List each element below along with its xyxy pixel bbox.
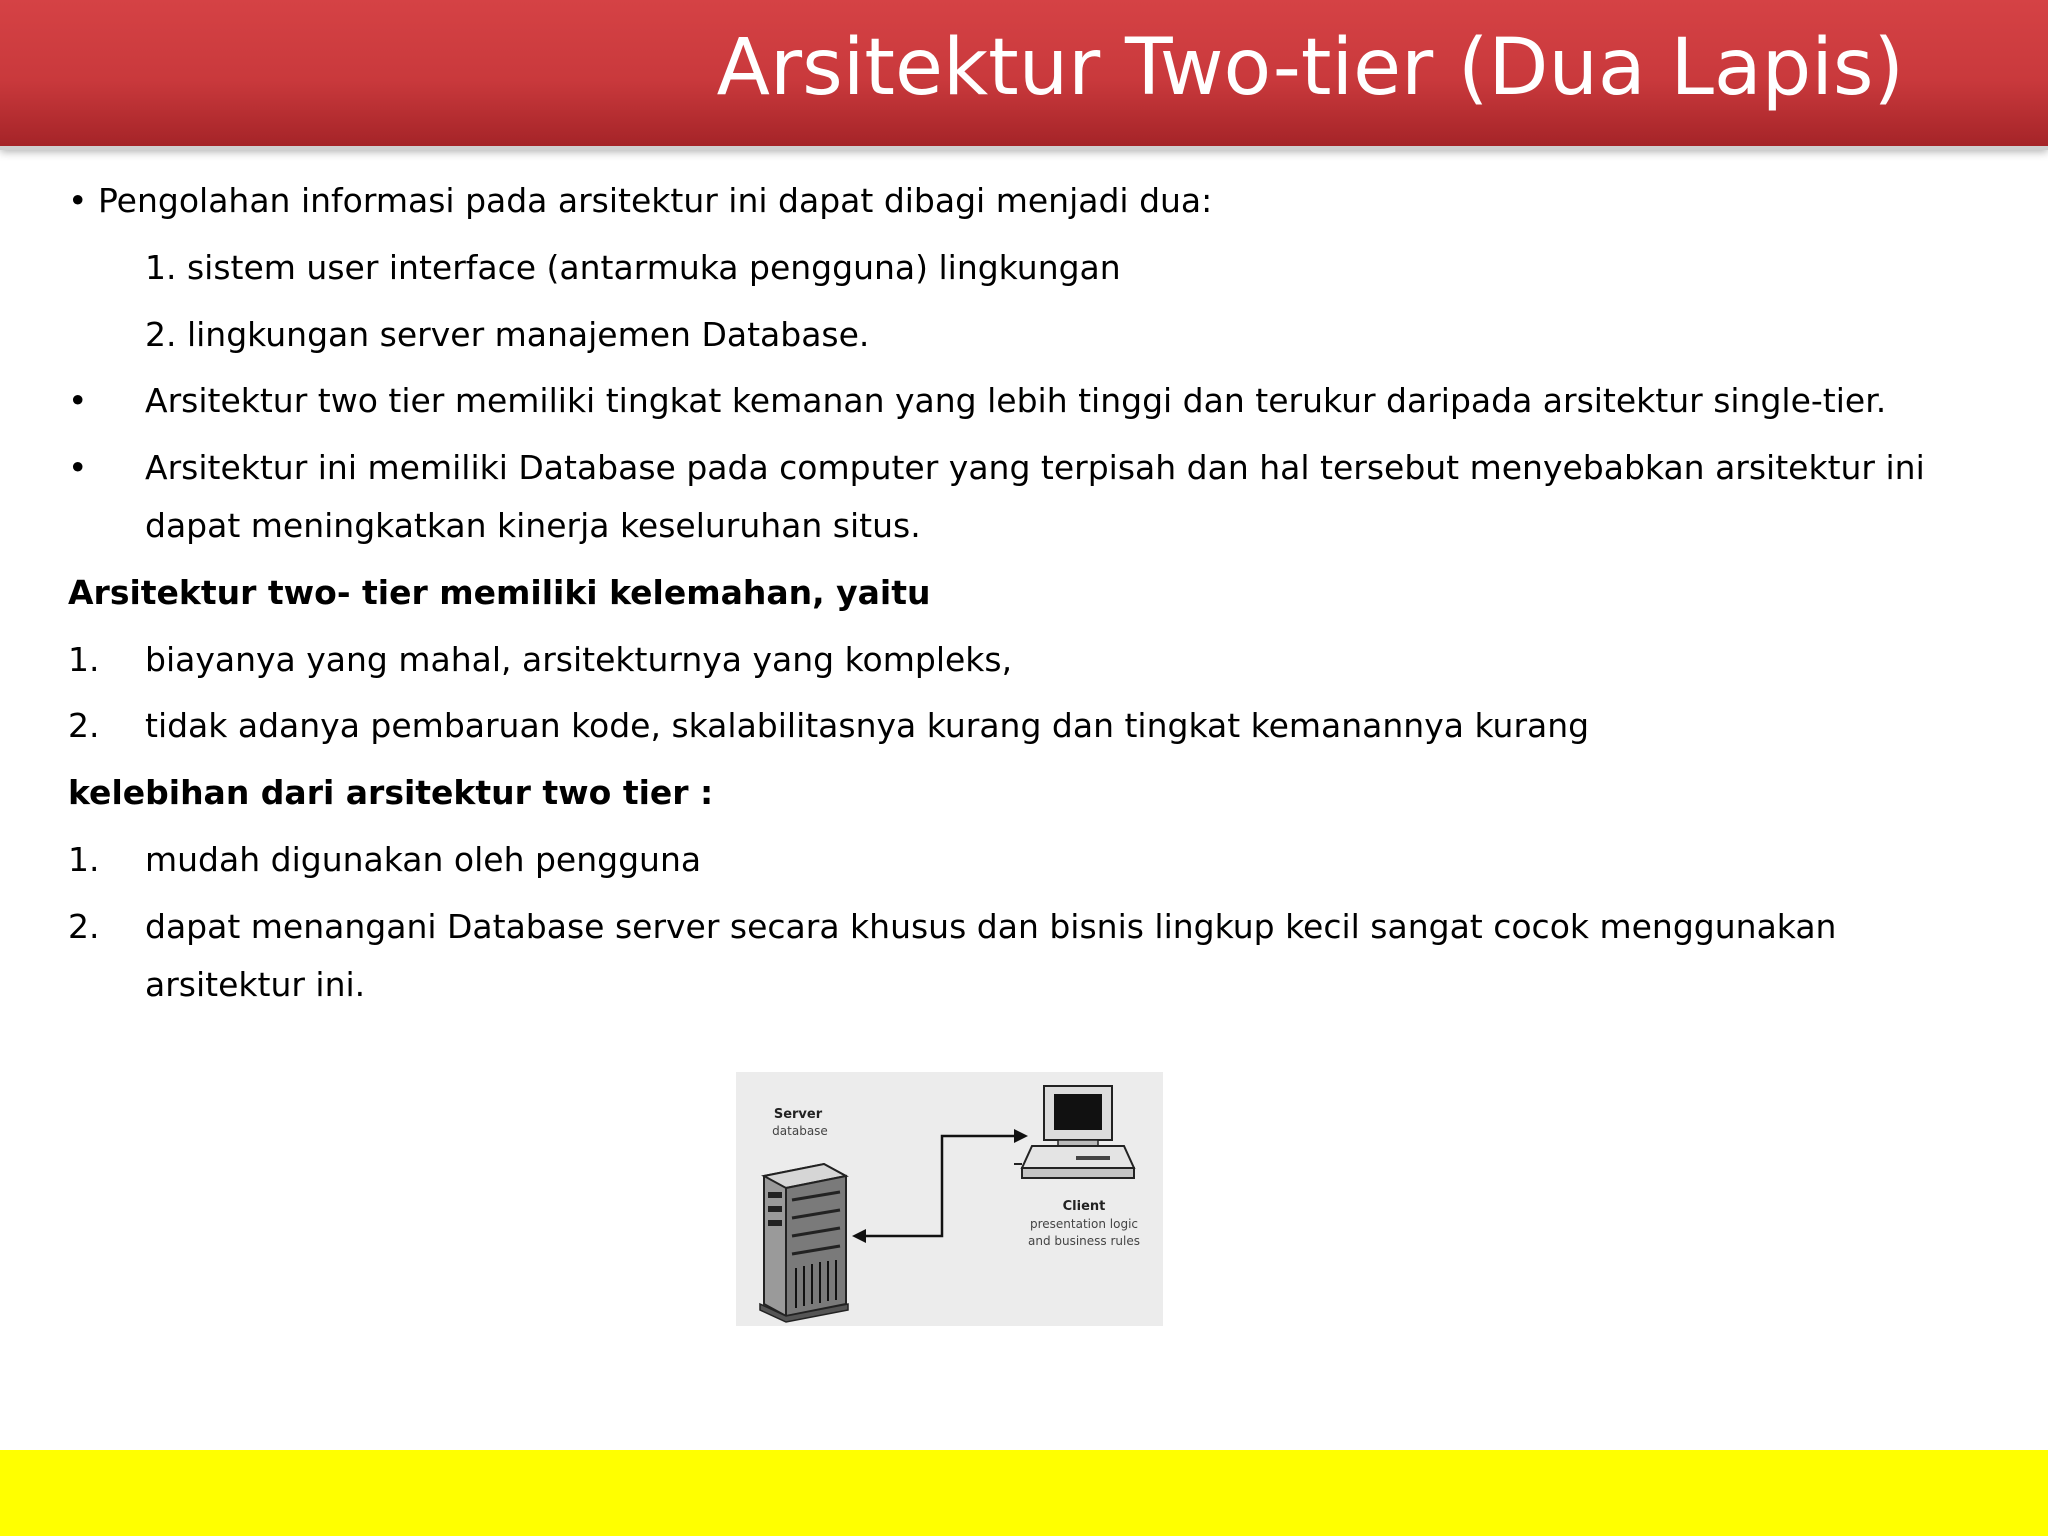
weakness-item: tidak adanya pembaruan kode, skalabilitasnya kurang dan tingkat kemanannya kurang — [145, 706, 1590, 745]
footer-bar — [0, 1450, 2048, 1536]
two-tier-diagram — [736, 1072, 1163, 1326]
server-label: Server — [773, 1107, 823, 1122]
connection-arrow — [852, 1129, 1028, 1243]
bullet-marker: • — [68, 448, 88, 487]
advantage-number: 1. — [68, 840, 100, 879]
intro-bullet: • Pengolahan informasi pada arsitektur ini dapat dibagi menjadi dua: — [68, 181, 1213, 220]
client-computer-icon — [1014, 1086, 1134, 1178]
client-sublabel-2: and business rules — [1027, 1234, 1141, 1248]
advantage-item: dapat menangani Database server secara khusus dan bisnis lingkup kecil sangat cocok menggunakan arsitektur ini. — [145, 907, 1837, 1004]
weakness-number: 1. — [68, 640, 100, 679]
client-sublabel-1: presentation logic — [1030, 1217, 1138, 1231]
bullet-marker: • — [68, 381, 88, 420]
weakness-number: 2. — [68, 706, 100, 745]
advantage-number: 2. — [68, 907, 100, 946]
weakness-heading: Arsitektur two- tier memiliki kelemahan, yaitu — [68, 573, 931, 612]
weakness-item: biayanya yang mahal, arsitekturnya yang kompleks, — [145, 640, 1013, 679]
slide-title: Arsitektur Two-tier (Dua Lapis) — [716, 23, 1904, 113]
bullet-performance: Arsitektur ini memiliki Database pada computer yang terpisah dan hal tersebut menyebabkan arsitektur ini dapat meningkatkan kinerja keseluruhan situs. — [145, 448, 1925, 545]
advantage-heading: kelebihan dari arsitektur two tier : — [68, 773, 714, 812]
server-sublabel: database — [772, 1124, 828, 1138]
client-label: Client — [1062, 1199, 1106, 1214]
title-bar-divider — [0, 146, 2048, 150]
intro-item-1: 1. sistem user interface (antarmuka pengguna) lingkungan — [145, 248, 1121, 287]
bullet-security: Arsitektur two tier memiliki tingkat kemanan yang lebih tinggi dan terukur daripada arsitektur single-tier. — [145, 381, 1887, 420]
server-icon — [760, 1164, 848, 1322]
advantage-item: mudah digunakan oleh pengguna — [145, 840, 702, 879]
intro-item-2: 2. lingkungan server manajemen Database. — [145, 315, 870, 354]
